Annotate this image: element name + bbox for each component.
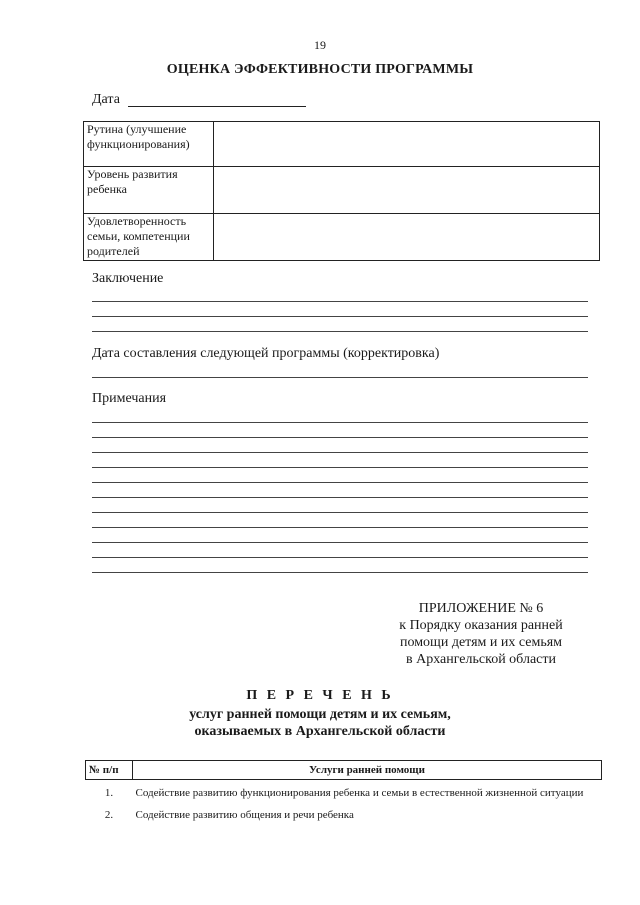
- notes-label: Примечания: [92, 391, 167, 406]
- list-subtitle: услуг ранней помощи детям и их семьям,: [189, 707, 451, 722]
- conclusion-line: [92, 301, 588, 302]
- appendix-reference: помощи детям и их семьям: [399, 635, 563, 650]
- evaluation-row: [84, 167, 600, 214]
- notes-line: [92, 557, 588, 558]
- evaluation-row-label: Удовлетворенность семьи, компетенции родителей: [84, 214, 214, 261]
- notes-line: [92, 437, 588, 438]
- evaluation-row-value: [214, 122, 600, 167]
- services-header-row: [86, 761, 602, 780]
- notes-line: [92, 572, 588, 573]
- evaluation-row-value: [214, 214, 600, 261]
- row-service-text: Содействие развитию функционирования ребенка и семьи в естественной жизненной ситуации: [135, 787, 584, 799]
- appendix-reference: к Порядку оказания ранней: [399, 618, 563, 633]
- date-field-line: [128, 106, 306, 107]
- list-subtitle: оказываемых в Архангельской области: [194, 724, 446, 739]
- notes-line: [92, 527, 588, 528]
- appendix-block: [360, 600, 602, 668]
- notes-line: [92, 422, 588, 423]
- row-service-text: Содействие развитию общения и речи ребенка: [135, 809, 354, 821]
- conclusion-line: [92, 331, 588, 332]
- column-header-service: Услуги ранней помощи: [133, 761, 602, 780]
- evaluation-row-label: Уровень развития ребенка: [84, 167, 214, 214]
- notes-line: [92, 497, 588, 498]
- row-number: 1.: [104, 787, 114, 799]
- table-row: [86, 780, 602, 801]
- page-number: 19: [314, 38, 326, 52]
- notes-line: [92, 482, 588, 483]
- notes-line: [92, 467, 588, 468]
- date-label: Дата: [92, 92, 120, 107]
- row-number: 2.: [104, 809, 114, 821]
- column-header-number: № п/п: [86, 761, 133, 780]
- notes-line: [92, 512, 588, 513]
- evaluation-row: [84, 214, 600, 261]
- services-table: [85, 760, 602, 822]
- conclusion-label: Заключение: [92, 271, 164, 286]
- evaluation-row-value: [214, 167, 600, 214]
- evaluation-table: [83, 121, 600, 261]
- next-program-line: [92, 377, 588, 378]
- page-title: ОЦЕНКА ЭФФЕКТИВНОСТИ ПРОГРАММЫ: [166, 62, 474, 77]
- table-row: [86, 800, 602, 822]
- conclusion-line: [92, 316, 588, 317]
- list-title: П Е Р Е Ч Е Н Ь: [246, 688, 394, 703]
- next-program-label: Дата составления следующей программы (корректировка): [92, 346, 440, 361]
- notes-line: [92, 452, 588, 453]
- appendix-number: ПРИЛОЖЕНИЕ № 6: [418, 601, 544, 616]
- evaluation-row: [84, 122, 600, 167]
- appendix-reference: в Архангельской области: [406, 652, 556, 667]
- evaluation-row-label: Рутина (улучшение функционирования): [84, 122, 214, 167]
- notes-line: [92, 542, 588, 543]
